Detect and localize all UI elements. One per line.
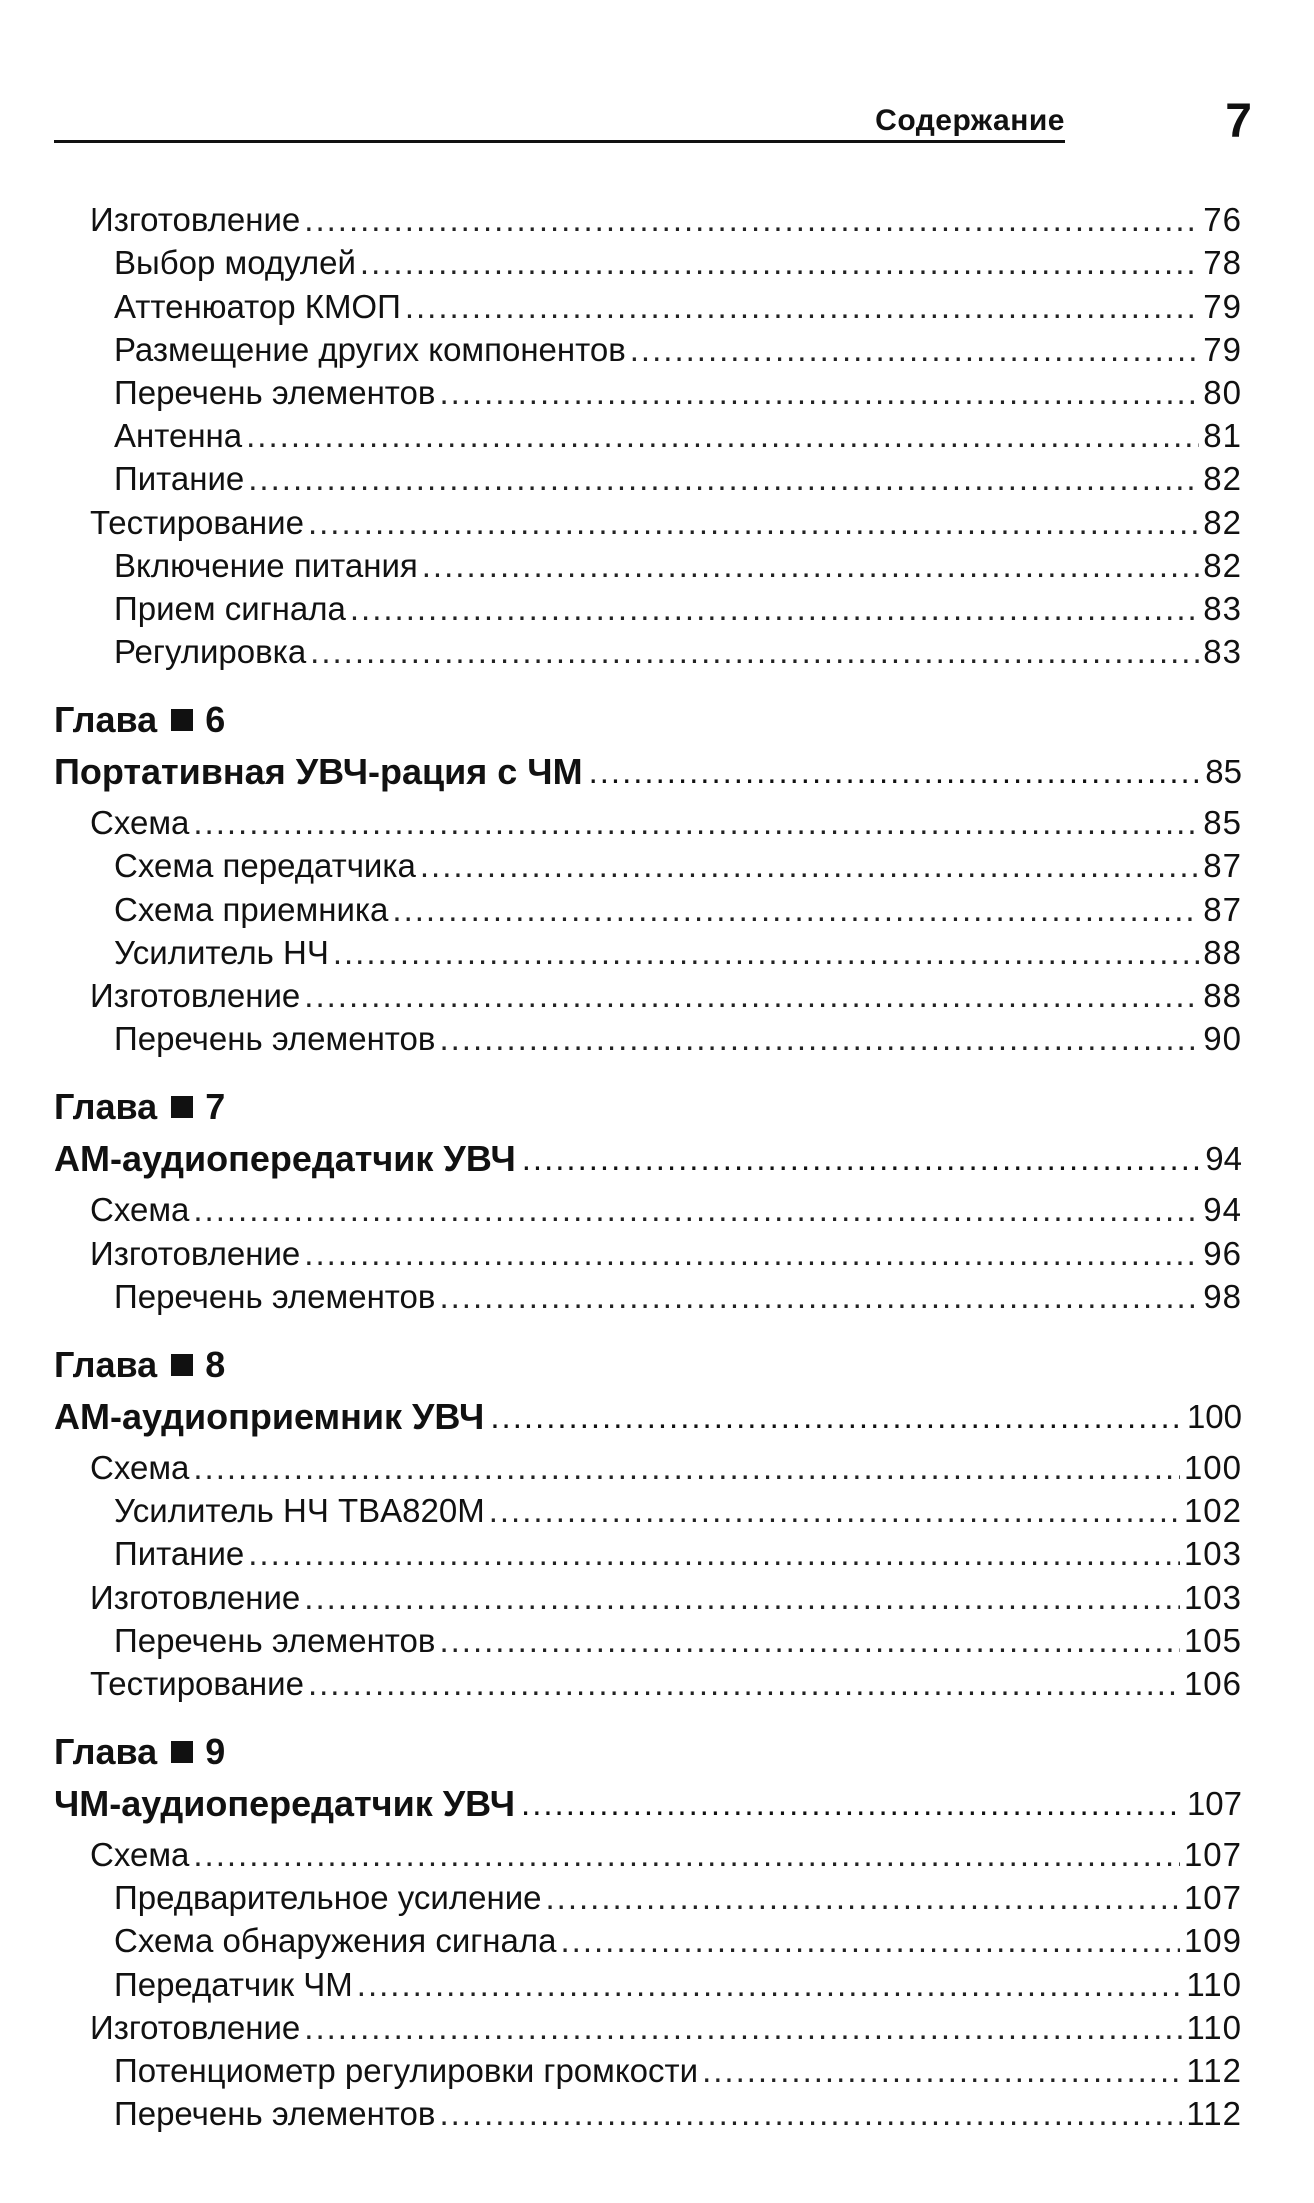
toc-entry[interactable] (54, 931, 1242, 974)
dot-leader (561, 1919, 1180, 1962)
toc-entry-label: Питание (114, 460, 245, 498)
toc-entry-page: 105 (1183, 1621, 1242, 1659)
running-title: Содержание (875, 104, 1065, 137)
square-bullet-icon (171, 1741, 193, 1763)
dot-leader (489, 1489, 1180, 1532)
dot-leader (308, 1662, 1180, 1705)
chapter-title: ЧМ-аудиопередатчик УВЧ (54, 1782, 516, 1824)
toc-entry[interactable] (54, 544, 1242, 587)
toc-entry-page: 106 (1183, 1664, 1242, 1702)
toc-entry-label: Аттенюатор КМОП (114, 287, 401, 325)
toc-entry[interactable] (54, 1017, 1242, 1060)
toc-entry[interactable] (54, 1231, 1242, 1274)
dot-leader (439, 1619, 1180, 1662)
chapter-title: Портативная УВЧ-рация с ЧМ (54, 751, 583, 793)
dot-leader (308, 501, 1199, 544)
toc-entry-page: 79 (1203, 287, 1242, 325)
toc-entry-label: Изготовление (90, 2008, 301, 2046)
toc-entry[interactable] (54, 2006, 1242, 2049)
toc-entry-page: 94 (1203, 1191, 1242, 1229)
toc-entry[interactable] (54, 500, 1242, 543)
toc-entry[interactable] (54, 371, 1242, 414)
toc-entry[interactable] (54, 1619, 1242, 1662)
square-bullet-icon (171, 1354, 193, 1376)
dot-leader (333, 931, 1199, 974)
dot-leader (193, 1833, 1180, 1876)
chapter-title: АМ-аудиопередатчик УВЧ (54, 1138, 516, 1180)
dot-leader (546, 1876, 1180, 1919)
dot-leader (193, 1446, 1180, 1489)
dot-leader (246, 414, 1199, 457)
toc-entry-label: Выбор модулей (114, 244, 356, 282)
square-bullet-icon (171, 709, 193, 731)
toc-entry[interactable] (54, 2092, 1242, 2135)
toc-entry-label: Перечень элементов (114, 373, 436, 411)
toc-entry[interactable] (54, 587, 1242, 630)
toc-entry[interactable] (54, 414, 1242, 457)
dot-leader (248, 457, 1199, 500)
dot-leader (630, 328, 1200, 371)
toc-entry-label: Схема (90, 1836, 190, 1874)
header-rule (54, 140, 1065, 143)
toc-entry[interactable] (54, 1188, 1242, 1231)
dot-leader (248, 1532, 1180, 1575)
toc-entry-page: 107 (1183, 1836, 1242, 1874)
dot-leader (392, 888, 1199, 931)
toc-entry-page: 109 (1183, 1922, 1242, 1960)
toc-entry[interactable] (54, 328, 1242, 371)
toc-entry-page: 78 (1203, 244, 1242, 282)
toc-entry-label: Регулировка (114, 633, 307, 671)
dot-leader (589, 747, 1200, 797)
page-number: 7 (1225, 95, 1252, 148)
toc-entry[interactable] (54, 844, 1242, 887)
toc-entry-page: 110 (1186, 1965, 1242, 2003)
square-bullet-icon (171, 1096, 193, 1118)
toc-entry-page: 81 (1203, 417, 1242, 455)
toc-entry[interactable] (54, 457, 1242, 500)
toc-entry-page: 90 (1203, 1020, 1242, 1058)
toc-entry[interactable] (54, 1919, 1242, 1962)
toc-entry[interactable] (54, 1876, 1242, 1919)
toc-entry-page: 88 (1203, 933, 1242, 971)
toc-entry-page: 76 (1203, 201, 1242, 239)
toc-entry-label: Усилитель НЧ (114, 933, 329, 971)
chapter-page: 100 (1186, 1397, 1242, 1435)
toc-entry-page: 87 (1203, 847, 1242, 885)
toc-entry-label: Схема (90, 804, 190, 842)
chapter-page: 107 (1186, 1784, 1242, 1822)
chapter-title: АМ-аудиоприемник УВЧ (54, 1395, 485, 1437)
toc-entry-page: 100 (1183, 1448, 1242, 1486)
chapter-number: 9 (205, 1730, 226, 1772)
toc-entry-label: Схема обнаружения сигнала (114, 1922, 557, 1960)
dot-leader (522, 1134, 1200, 1184)
dot-leader (304, 1576, 1180, 1619)
chapter-label: Глава (54, 1086, 158, 1128)
dot-leader (439, 1275, 1199, 1318)
toc-entry-label: Изготовление (90, 1578, 301, 1616)
chapter-number: 6 (205, 699, 226, 741)
toc-entry[interactable] (54, 974, 1242, 1017)
toc-entry-label: Схема передатчика (114, 847, 416, 885)
toc-entry-label: Изготовление (90, 977, 301, 1014)
toc-entry-label: Питание (114, 1535, 245, 1573)
toc-entry-label: Изготовление (90, 201, 301, 239)
toc-entry-page: 80 (1203, 373, 1242, 411)
chapter-title-entry[interactable] (54, 1777, 1242, 1829)
toc-entry-label: Перечень элементов (114, 1020, 436, 1058)
toc-entry[interactable] (54, 1489, 1242, 1532)
toc-entry[interactable] (54, 1532, 1242, 1575)
toc-entry-label: Передатчик ЧМ (114, 1965, 353, 2003)
chapter-number: 8 (205, 1343, 226, 1385)
toc-entry-page: 79 (1203, 330, 1242, 368)
dot-leader (439, 1017, 1199, 1060)
toc-entry-label: Схема (90, 1448, 190, 1486)
dot-leader (350, 587, 1199, 630)
toc-entry[interactable] (54, 1833, 1242, 1876)
toc-entry-label: Тестирование (90, 1664, 304, 1702)
chapter-heading (54, 1727, 1242, 1777)
toc-entry[interactable] (54, 630, 1242, 673)
toc-entry-label: Включение питания (114, 546, 418, 584)
dot-leader (304, 1232, 1199, 1275)
dot-leader (360, 241, 1199, 284)
toc-entry-page: 82 (1203, 503, 1242, 541)
toc-entry-label: Перечень элементов (114, 2095, 436, 2133)
toc-entry-page: 82 (1203, 546, 1242, 584)
dot-leader (490, 1392, 1181, 1442)
chapter-heading (54, 1082, 1242, 1132)
toc-entry[interactable] (54, 284, 1242, 327)
toc-entry[interactable] (54, 1662, 1242, 1705)
toc-entry-label: Предварительное усиление (114, 1879, 542, 1917)
toc-entry[interactable] (54, 1275, 1242, 1318)
toc-entry-label: Антенна (114, 417, 243, 455)
dot-leader (304, 198, 1199, 241)
chapter-number: 7 (205, 1086, 226, 1128)
dot-leader (193, 801, 1199, 844)
dot-leader (357, 1963, 1183, 2006)
toc-entry-page: 82 (1203, 460, 1242, 498)
dot-leader (439, 2092, 1182, 2135)
toc-entry-page: 107 (1183, 1879, 1242, 1917)
table-of-contents (54, 198, 1242, 2135)
toc-entry[interactable] (54, 801, 1242, 844)
chapter-label: Глава (54, 699, 158, 741)
toc-entry-page: 88 (1203, 977, 1242, 1014)
toc-entry-label: Изготовление (90, 1234, 301, 1272)
toc-entry-page: 96 (1203, 1234, 1242, 1272)
toc-entry-page: 98 (1203, 1277, 1242, 1315)
toc-entry[interactable] (54, 198, 1242, 241)
dot-leader (304, 974, 1199, 1017)
chapter-title-entry[interactable] (54, 745, 1242, 797)
toc-entry-label: Перечень элементов (114, 1621, 436, 1659)
toc-entry-page: 83 (1203, 589, 1242, 627)
chapter-page: 85 (1205, 753, 1242, 791)
page-header (54, 95, 1260, 148)
toc-entry-page: 102 (1183, 1492, 1242, 1530)
chapter-heading (54, 695, 1242, 745)
toc-entry-label: Прием сигнала (114, 589, 346, 627)
dot-leader (193, 1188, 1199, 1231)
chapter-title-entry[interactable] (54, 1390, 1242, 1442)
toc-entry[interactable] (54, 2049, 1242, 2092)
dot-leader (439, 371, 1199, 414)
toc-entry-page: 110 (1186, 2008, 1242, 2046)
dot-leader (702, 2049, 1182, 2092)
toc-entry-label: Схема приемника (114, 890, 389, 928)
chapter-title-entry[interactable] (54, 1132, 1242, 1184)
chapter-heading (54, 1340, 1242, 1390)
dot-leader (304, 2006, 1182, 2049)
dot-leader (521, 1779, 1181, 1829)
toc-entry-label: Потенциометр регулировки громкости (114, 2052, 699, 2089)
toc-entry[interactable] (54, 1446, 1242, 1489)
toc-entry-page: 85 (1203, 804, 1242, 842)
toc-entry-page: 87 (1203, 890, 1242, 928)
toc-entry-page: 112 (1186, 2052, 1242, 2089)
dot-leader (420, 844, 1199, 887)
chapter-page: 94 (1205, 1140, 1242, 1178)
toc-entry-label: Схема (90, 1191, 190, 1229)
toc-entry[interactable] (54, 241, 1242, 284)
toc-entry-label: Тестирование (90, 503, 304, 541)
dot-leader (310, 630, 1199, 673)
toc-entry[interactable] (54, 1962, 1242, 2005)
toc-entry[interactable] (54, 1575, 1242, 1618)
toc-entry[interactable] (54, 887, 1242, 930)
toc-entry-label: Усилитель НЧ TBA820M (114, 1492, 485, 1530)
toc-entry-label: Перечень элементов (114, 1277, 436, 1315)
dot-leader (405, 285, 1199, 328)
chapter-label: Глава (54, 1343, 158, 1385)
toc-entry-page: 103 (1183, 1578, 1242, 1616)
toc-entry-label: Размещение других компонентов (114, 330, 626, 368)
toc-entry-page: 103 (1183, 1535, 1242, 1573)
chapter-label: Глава (54, 1730, 158, 1772)
toc-entry-page: 112 (1186, 2095, 1242, 2133)
toc-entry-page: 83 (1203, 633, 1242, 671)
dot-leader (422, 544, 1200, 587)
